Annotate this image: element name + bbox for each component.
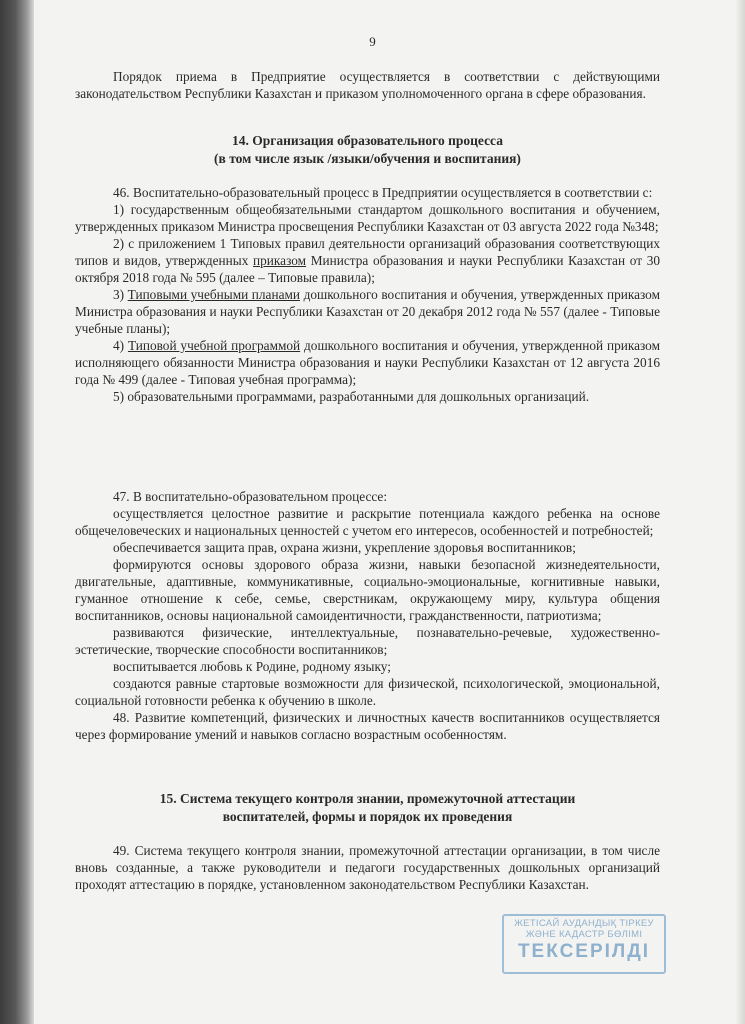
p47-bullet-5: воспитывается любовь к Родине, родному языку; [113,659,391,674]
scan-right-edge [735,0,745,1024]
p47-bullet-3: формируются основы здорового образа жизни, навыки безопасной жизнедеятельности, двигательные, адаптивные, коммуникативные, социально-эмоциональные, когнитивные навыки, гуманное отношение к себе, семье, сверстникам, окружающему миру, культура общения воспитанников, основы национальной самоидентичности, гражданственности, патриотизма; [75,557,660,623]
section-14-heading [75,132,660,168]
p46-item-2-text-b: Министра образования и науки Республики Казахстан от 30 октября 2018 года № 595 (далее – Типовые правила); [75,253,660,285]
p47-bullet-1: осуществляется целостное развитие и раскрытие потенциала каждого ребенка на основе общечеловеческих и национальных ценностей с учетом его интересов, особенностей и потребностей; [75,506,660,538]
stamp-line-1: ЖЕТІСАЙ АУДАНДЫҚ ТІРКЕУ [514,918,654,929]
p46-item-4-text-b: дошкольного воспитания и обучения, утвержденной приказом исполняющего обязанности Министра образования и науки Республики Казахстан от 12 августа 2016 года № 499 (далее - Типовая учебная программа); [75,338,660,387]
section-15-title-line1: 15. Система текущего контроля знании, промежуточной аттестации [159,791,576,806]
p46-item-3-link: Типовыми учебными планами [127,287,301,302]
p47-bullet-6: создаются равные стартовые возможности для физической, психологической, эмоциональной, социальной готовности ребенка к обучению в школе. [75,676,660,708]
p46-item-5: 5) образовательными программами, разработанными для дошкольных организаций. [113,389,590,404]
stamp-line-3: ТЕКСЕРІЛДІ [517,941,651,962]
p46-item-1: 1) государственным общеобязательными стандартом дошкольного воспитания и обучением, утвержденных приказом Министра просвещения Республики Казахстан от 03 августа 2022 года №348; [75,202,660,234]
registration-stamp [502,914,666,974]
intro-block [75,68,660,102]
p46-item-3-text-a: 3) [113,287,128,302]
p49-text: 49. Система текущего контроля знании, промежуточной аттестации организации, в том числе вновь созданные, а также руководители и педагоги государственных дошкольных организаций проходят аттестацию в порядке, установленном законодательством Республики Казахстан. [75,843,660,892]
p46-item-2-text-a: 2) с приложением 1 Типовых правил деятельности организаций образования соответствующих типов и видов, утвержденных [75,236,660,268]
intro-paragraph: Порядок приема в Предприятие осуществляется в соответствии с действующими законодательством Республики Казахстан и приказом уполномоченного органа в сфере образования. [75,69,660,101]
paragraph-48: 48. Развитие компетенций, физических и личностных качеств воспитанников осуществляется через формирование умений и навыков согласно возрастным особенностям. [75,710,660,742]
p46-item-2 [75,235,660,286]
section-15-heading [75,790,660,826]
section-14-title-line2: (в том числе язык /языки/обучения и воспитания) [214,151,521,166]
scan-binding-shadow [0,0,34,1024]
paragraph-47 [75,488,660,743]
p46-item-2-link: приказом [253,253,307,268]
section-15-title-line2: воспитателей, формы и порядок их проведения [222,809,513,824]
paragraph-49 [75,842,660,893]
p47-bullet-4: развиваются физические, интеллектуальные, познавательно-речевые, художественно-эстетические, творческие способности воспитанников; [75,625,660,657]
p47-lead: 47. В воспитательно-образовательном процессе: [113,489,388,504]
p46-lead: 46. Воспитательно-образовательный процесс в Предприятии осуществляется в соответствии с: [113,185,653,200]
page-number: 9 [369,34,376,49]
p47-bullet-2: обеспечивается защита прав, охрана жизни, укрепление здоровья воспитанников; [113,540,576,555]
section-14-title-line1: 14. Организация образовательного процесса [232,133,503,148]
p46-item-4-text-a: 4) [113,338,128,353]
p46-item-4 [75,337,660,388]
p46-item-4-link: Типовой учебной программой [127,338,301,353]
paragraph-46 [75,184,660,405]
stamp-line-2: ЖӘНЕ КАДАСТР БӨЛІМІ [525,929,643,940]
p46-item-3 [75,286,660,337]
p46-item-3-text-b: дошкольного воспитания и обучения, утвержденных приказом Министра образования и науки Республики Казахстан от 20 декабря 2012 года № 557 (далее - Типовые учебные планы); [75,287,660,336]
